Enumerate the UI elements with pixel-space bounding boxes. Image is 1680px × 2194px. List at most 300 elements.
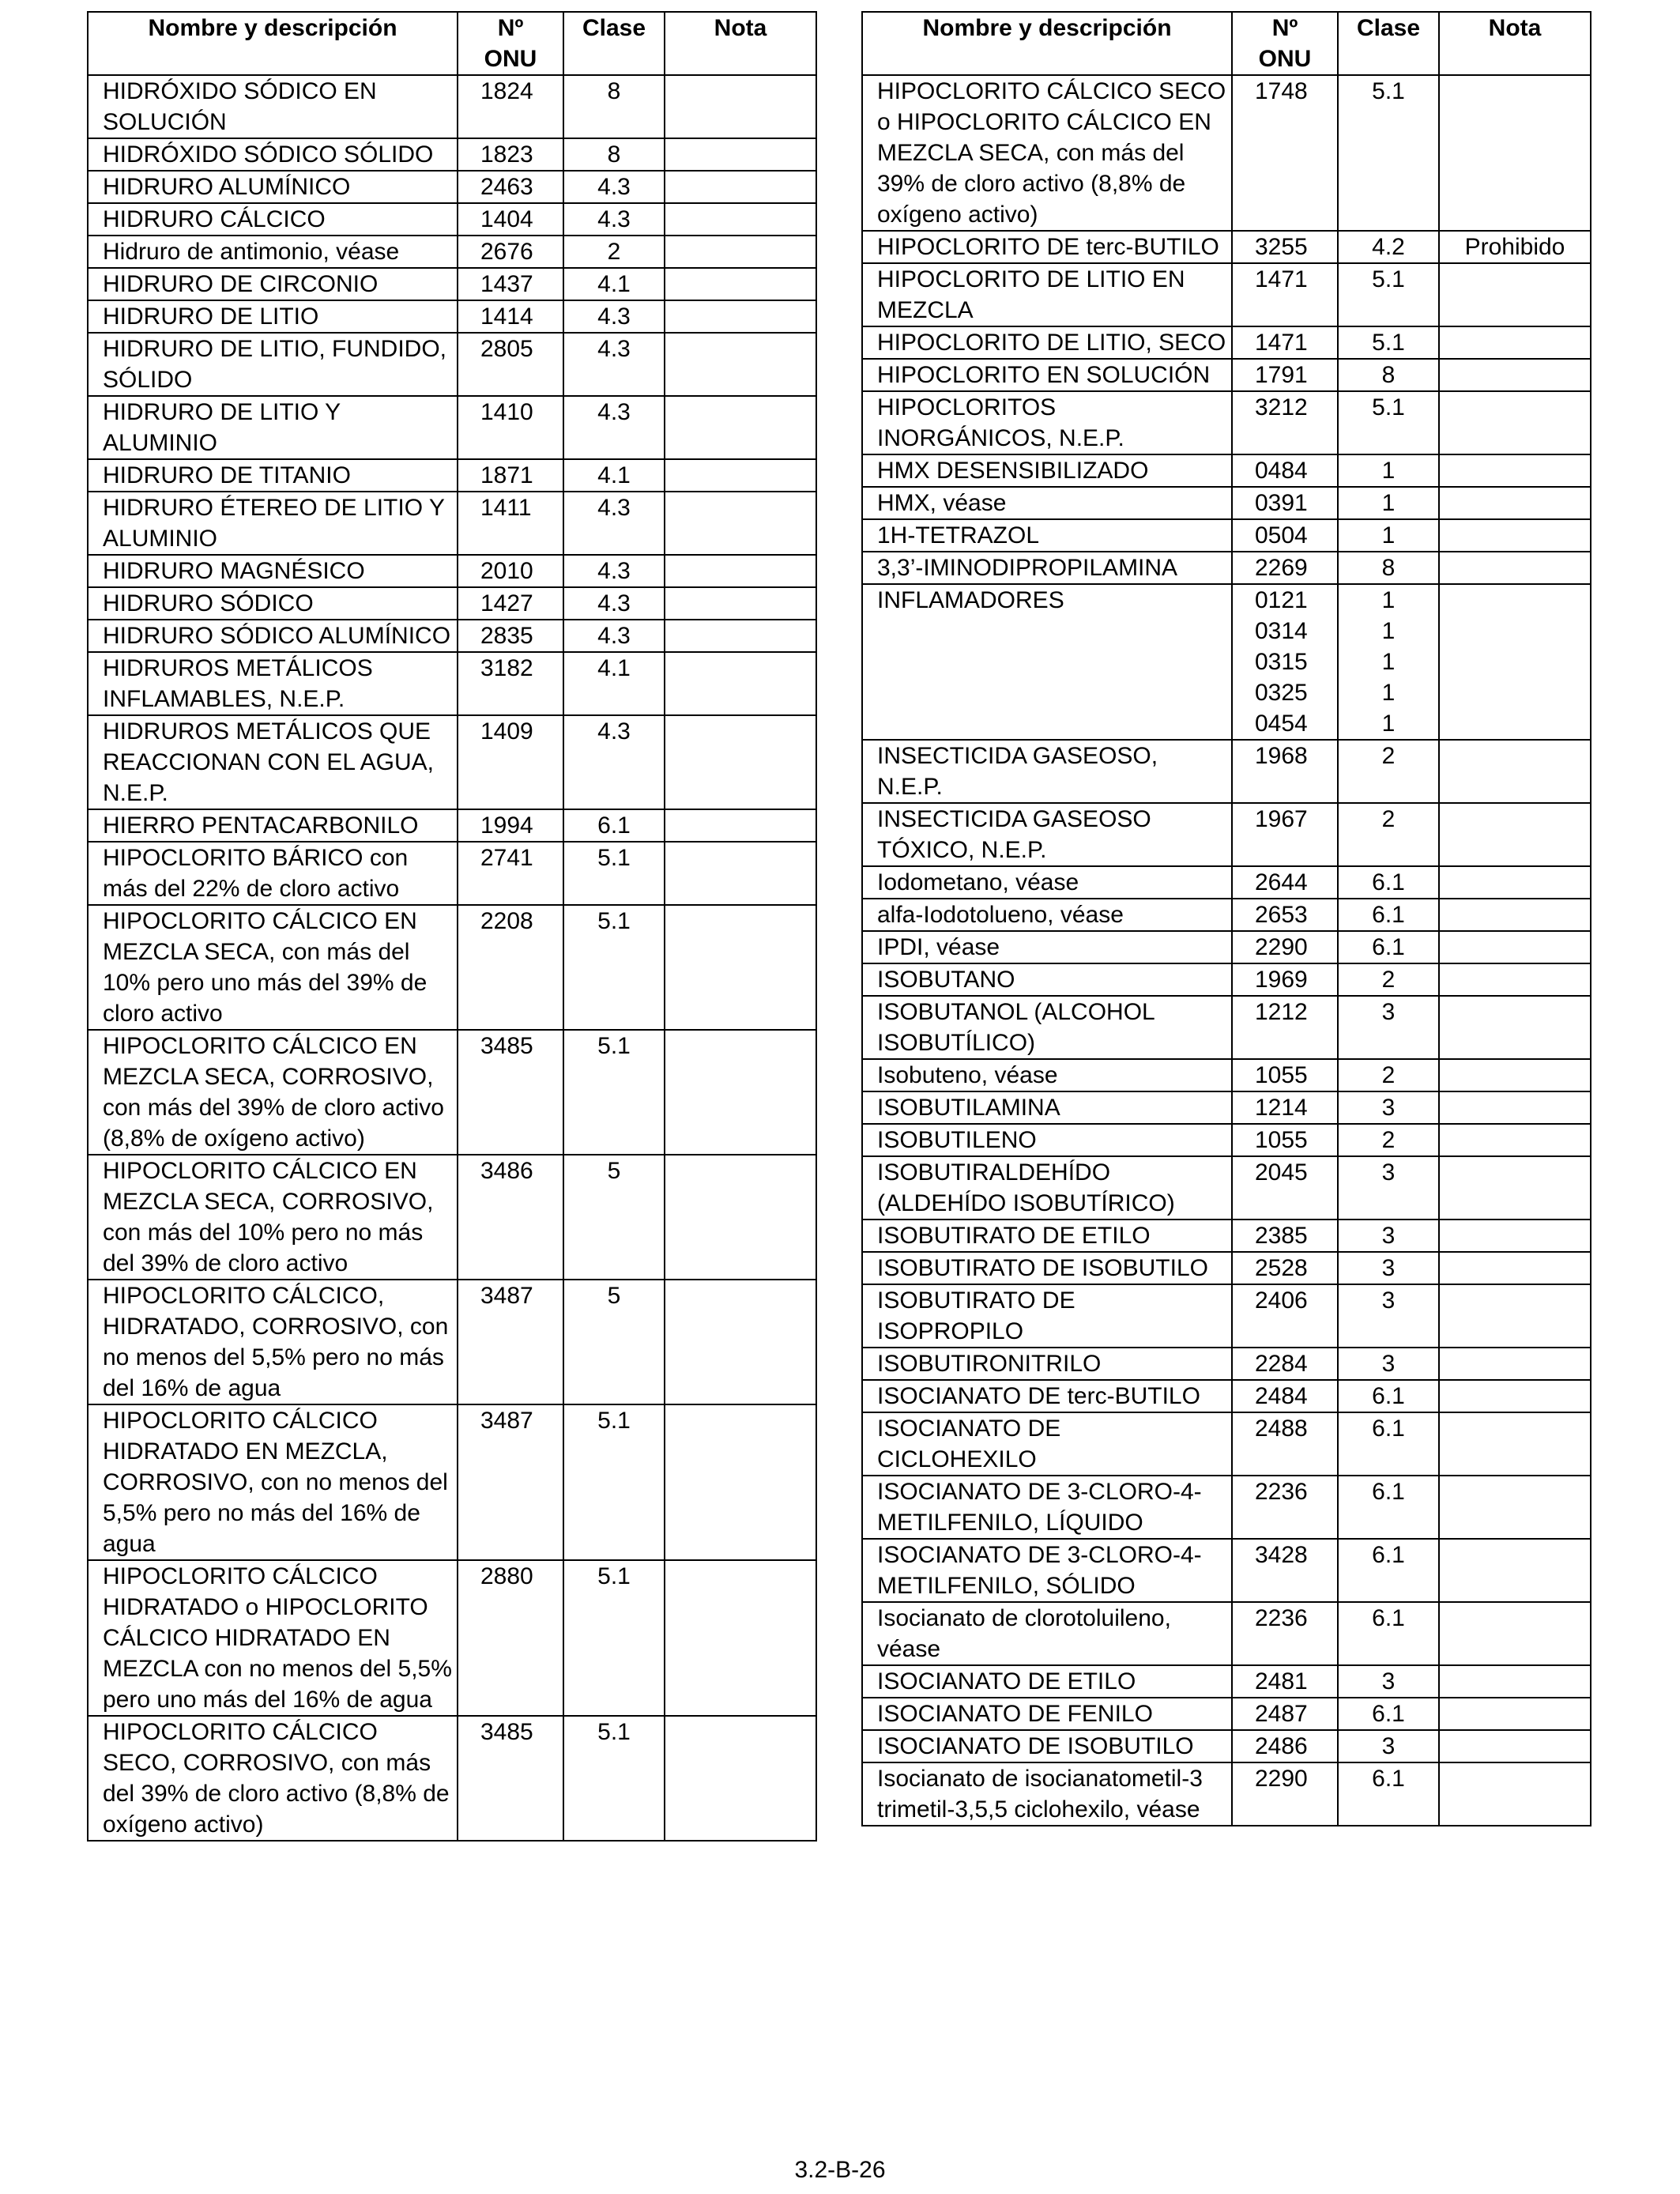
dangerous-goods-table-right (861, 11, 1591, 1826)
cell-un-number: 1968 (1232, 740, 1338, 803)
cell-name: HIPOCLORITO CÁLCICO EN MEZCLA SECA, con más del 10% pero uno más del 39% de cloro activo (88, 905, 458, 1030)
cell-class: 6.1 (1338, 1476, 1439, 1539)
cell-name: ISOCIANATO DE FENILO (862, 1698, 1232, 1730)
cell-class: 4.3 (563, 555, 665, 587)
cell-note (1439, 326, 1591, 359)
cell-un-number: 2236 (1232, 1602, 1338, 1665)
cell-un-number: 2644 (1232, 866, 1338, 899)
cell-name: HIDRÓXIDO SÓDICO SÓLIDO (88, 138, 458, 171)
cell-name: alfa-Iodotolueno, véase (862, 899, 1232, 931)
cell-note (665, 396, 816, 459)
table-header-row (862, 12, 1591, 75)
cell-name: ISOBUTIRALDEHÍDO (ALDEHÍDO ISOBUTÍRICO) (862, 1156, 1232, 1220)
cell-class: 2 (1338, 963, 1439, 996)
cell-un-number: 2269 (1232, 552, 1338, 584)
table-row (862, 1698, 1591, 1730)
cell-name: ISOBUTANO (862, 963, 1232, 996)
cell-class: 6.1 (1338, 899, 1439, 931)
table-row (862, 231, 1591, 263)
table-row (88, 459, 816, 492)
cell-class: 6.1 (1338, 1539, 1439, 1602)
cell-un-number: 0484 (1232, 454, 1338, 487)
cell-note (665, 268, 816, 300)
cell-note (665, 1404, 816, 1560)
cell-class: 8 (563, 138, 665, 171)
cell-note (665, 842, 816, 905)
cell-class: 3 (1338, 1156, 1439, 1220)
cell-name: Iodometano, véase (862, 866, 1232, 899)
cell-name: HIDRURO ÉTEREO DE LITIO Y ALUMINIO (88, 492, 458, 555)
table-row (88, 268, 816, 300)
cell-name: Isobuteno, véase (862, 1059, 1232, 1091)
cell-name: HIPOCLORITO CÁLCICO EN MEZCLA SECA, CORROSIVO, con más del 10% pero no más del 39% de cloro activo (88, 1155, 458, 1280)
cell-note (1439, 519, 1591, 552)
cell-name: HIPOCLORITO CÁLCICO EN MEZCLA SECA, CORROSIVO, con más del 39% de cloro activo (8,8% de oxígeno activo) (88, 1030, 458, 1155)
table-row (862, 1380, 1591, 1412)
cell-note (1439, 1762, 1591, 1826)
table-row (862, 1156, 1591, 1220)
cell-class: 5.1 (563, 905, 665, 1030)
header-name: Nombre y descripción (88, 12, 458, 75)
cell-class: 4.3 (563, 620, 665, 652)
cell-class: 5 (563, 1280, 665, 1404)
cell-class: 3 (1338, 1284, 1439, 1348)
cell-class: 5.1 (1338, 326, 1439, 359)
cell-un-number: 1404 (458, 203, 563, 236)
cell-un-number: 2653 (1232, 899, 1338, 931)
cell-name: ISOBUTIRONITRILO (862, 1348, 1232, 1380)
cell-un-number: 2284 (1232, 1348, 1338, 1380)
table-row (88, 1030, 816, 1155)
cell-note (665, 587, 816, 620)
cell-note (1439, 740, 1591, 803)
cell-class: 2 (1338, 803, 1439, 866)
cell-class: 6.1 (1338, 931, 1439, 963)
cell-class: 6.1 (1338, 1602, 1439, 1665)
cell-un-number: 2406 (1232, 1284, 1338, 1348)
cell-class: 1 (1338, 454, 1439, 487)
cell-class: 1 1 1 1 1 (1338, 584, 1439, 740)
cell-un-number: 1969 (1232, 963, 1338, 996)
table-row (862, 899, 1591, 931)
table-row (862, 996, 1591, 1059)
cell-un-number: 2236 (1232, 1476, 1338, 1539)
cell-note (1439, 1124, 1591, 1156)
cell-note (665, 203, 816, 236)
cell-un-number: 2488 (1232, 1412, 1338, 1476)
cell-name: HMX, véase (862, 487, 1232, 519)
table-row (88, 171, 816, 203)
table-row (862, 1059, 1591, 1091)
table-row (862, 1476, 1591, 1539)
table-row (88, 809, 816, 842)
cell-class: 2 (1338, 1124, 1439, 1156)
cell-un-number: 1437 (458, 268, 563, 300)
cell-un-number: 3487 (458, 1280, 563, 1404)
cell-note (1439, 1284, 1591, 1348)
cell-class: 1 (1338, 487, 1439, 519)
cell-un-number: 2880 (458, 1560, 563, 1716)
cell-class: 4.3 (563, 492, 665, 555)
cell-name: HIDRURO DE LITIO Y ALUMINIO (88, 396, 458, 459)
cell-un-number: 2487 (1232, 1698, 1338, 1730)
cell-name: ISOBUTILAMINA (862, 1091, 1232, 1124)
cell-un-number: 1471 (1232, 326, 1338, 359)
cell-note (665, 171, 816, 203)
table-row (862, 740, 1591, 803)
cell-name: ISOCIANATO DE 3-CLORO-4-METILFENILO, LÍQUIDO (862, 1476, 1232, 1539)
table-row (862, 552, 1591, 584)
cell-name: ISOCIANATO DE terc-BUTILO (862, 1380, 1232, 1412)
cell-note (665, 620, 816, 652)
cell-un-number: 2805 (458, 333, 563, 396)
cell-un-number: 0391 (1232, 487, 1338, 519)
table-row (88, 842, 816, 905)
cell-note (665, 652, 816, 715)
cell-note (1439, 454, 1591, 487)
cell-name: HIPOCLORITO CÁLCICO, HIDRATADO, CORROSIVO, con no menos del 5,5% pero no más del 16% de agua (88, 1280, 458, 1404)
cell-un-number: 0121 0314 0315 0325 0454 (1232, 584, 1338, 740)
cell-un-number: 1212 (1232, 996, 1338, 1059)
table-row (862, 1252, 1591, 1284)
cell-class: 2 (563, 236, 665, 268)
cell-name: HIPOCLORITO BÁRICO con más del 22% de cloro activo (88, 842, 458, 905)
cell-note (1439, 1252, 1591, 1284)
cell-class: 3 (1338, 1091, 1439, 1124)
cell-note (1439, 1698, 1591, 1730)
cell-class: 5.1 (563, 1030, 665, 1155)
cell-class: 4.3 (563, 715, 665, 809)
cell-name: 3,3’-IMINODIPROPILAMINA (862, 552, 1232, 584)
cell-class: 4.3 (563, 333, 665, 396)
cell-un-number: 2484 (1232, 1380, 1338, 1412)
cell-name: IPDI, véase (862, 931, 1232, 963)
cell-un-number: 3487 (458, 1404, 563, 1560)
table-row (862, 1665, 1591, 1698)
cell-class: 4.3 (563, 587, 665, 620)
table-row (862, 263, 1591, 326)
cell-note (1439, 1665, 1591, 1698)
dangerous-goods-table-left (87, 11, 817, 1842)
cell-class: 8 (563, 75, 665, 138)
cell-name: HIDRURO DE LITIO, FUNDIDO, SÓLIDO (88, 333, 458, 396)
cell-class: 6.1 (1338, 1412, 1439, 1476)
cell-class: 5.1 (563, 1404, 665, 1560)
cell-note (1439, 263, 1591, 326)
cell-class: 5 (563, 1155, 665, 1280)
cell-name: INSECTICIDA GASEOSO, N.E.P. (862, 740, 1232, 803)
table-row (862, 1348, 1591, 1380)
cell-class: 6.1 (563, 809, 665, 842)
table-row (862, 1412, 1591, 1476)
cell-class: 4.1 (563, 459, 665, 492)
header-note: Nota (665, 12, 816, 75)
cell-note (1439, 359, 1591, 391)
table-row (88, 75, 816, 138)
cell-note (1439, 1220, 1591, 1252)
cell-un-number: 2290 (1232, 931, 1338, 963)
cell-un-number: 2463 (458, 171, 563, 203)
cell-note (665, 1030, 816, 1155)
cell-name: HIDRURO SÓDICO ALUMÍNICO (88, 620, 458, 652)
cell-name: ISOBUTIRATO DE ETILO (862, 1220, 1232, 1252)
cell-name: ISOBUTANOL (ALCOHOL ISOBUTÍLICO) (862, 996, 1232, 1059)
cell-note (665, 236, 816, 268)
header-class: Clase (563, 12, 665, 75)
cell-un-number: 1414 (458, 300, 563, 333)
cell-name: ISOCIANATO DE CICLOHEXILO (862, 1412, 1232, 1476)
cell-un-number: 2528 (1232, 1252, 1338, 1284)
table-row (88, 138, 816, 171)
cell-class: 3 (1338, 1665, 1439, 1698)
cell-note (1439, 1412, 1591, 1476)
cell-un-number: 3486 (458, 1155, 563, 1280)
cell-name: HIPOCLORITO CÁLCICO SECO, CORROSIVO, con más del 39% de cloro activo (8,8% de oxígeno activo) (88, 1716, 458, 1841)
header-un-number: Nº ONU (458, 12, 563, 75)
cell-un-number: 2835 (458, 620, 563, 652)
cell-note (1439, 996, 1591, 1059)
cell-name: HIPOCLORITO CÁLCICO HIDRATADO o HIPOCLORITO CÁLCICO HIDRATADO EN MEZCLA con no menos del 5,5% pero uno más del 16% de agua (88, 1560, 458, 1716)
table-row (862, 1091, 1591, 1124)
table-row (862, 1730, 1591, 1762)
table-row (862, 584, 1591, 740)
cell-note (1439, 1156, 1591, 1220)
cell-name: HIPOCLORITO DE terc-BUTILO (862, 231, 1232, 263)
cell-note (665, 1560, 816, 1716)
cell-un-number: 2290 (1232, 1762, 1338, 1826)
cell-class: 6.1 (1338, 1762, 1439, 1826)
cell-un-number: 2486 (1232, 1730, 1338, 1762)
header-name: Nombre y descripción (862, 12, 1232, 75)
cell-note (665, 905, 816, 1030)
table-row (88, 1560, 816, 1716)
table-row (862, 1539, 1591, 1602)
cell-un-number: 1748 (1232, 75, 1338, 231)
cell-name: ISOCIANATO DE 3-CLORO-4-METILFENILO, SÓLIDO (862, 1539, 1232, 1602)
table-row (88, 652, 816, 715)
cell-class: 4.3 (563, 171, 665, 203)
table-row (88, 1280, 816, 1404)
table-row (862, 454, 1591, 487)
cell-name: ISOBUTIRATO DE ISOBUTILO (862, 1252, 1232, 1284)
cell-name: HIDRURO CÁLCICO (88, 203, 458, 236)
cell-name: HIDRUROS METÁLICOS QUE REACCIONAN CON EL AGUA, N.E.P. (88, 715, 458, 809)
cell-name: INSECTICIDA GASEOSO TÓXICO, N.E.P. (862, 803, 1232, 866)
cell-un-number: 2010 (458, 555, 563, 587)
cell-note (1439, 584, 1591, 740)
cell-un-number: 2741 (458, 842, 563, 905)
cell-class: 3 (1338, 1252, 1439, 1284)
cell-name: HIERRO PENTACARBONILO (88, 809, 458, 842)
header-class: Clase (1338, 12, 1439, 75)
header-un-number: Nº ONU (1232, 12, 1338, 75)
cell-class: 4.3 (563, 396, 665, 459)
table-row (88, 1404, 816, 1560)
cell-name: ISOCIANATO DE ISOBUTILO (862, 1730, 1232, 1762)
table-row (862, 803, 1591, 866)
cell-name: 1H-TETRAZOL (862, 519, 1232, 552)
table-row (88, 1155, 816, 1280)
cell-name: HIPOCLORITO CÁLCICO SECO o HIPOCLORITO CÁLCICO EN MEZCLA SECA, con más del 39% de cloro activo (8,8% de oxígeno activo) (862, 75, 1232, 231)
table-row (862, 326, 1591, 359)
cell-un-number: 1411 (458, 492, 563, 555)
cell-note: Prohibido (1439, 231, 1591, 263)
cell-name: HIDRURO DE TITANIO (88, 459, 458, 492)
cell-note (665, 715, 816, 809)
cell-name: Isocianato de clorotoluileno, véase (862, 1602, 1232, 1665)
table-row (88, 396, 816, 459)
cell-un-number: 1055 (1232, 1059, 1338, 1091)
cell-class: 5.1 (1338, 263, 1439, 326)
cell-note (1439, 1730, 1591, 1762)
cell-name: HIDRUROS METÁLICOS INFLAMABLES, N.E.P. (88, 652, 458, 715)
cell-class: 1 (1338, 519, 1439, 552)
cell-name: Isocianato de isocianatometil-3 trimetil-3,5,5 ciclohexilo, véase (862, 1762, 1232, 1826)
cell-class: 4.3 (563, 203, 665, 236)
table-row (862, 866, 1591, 899)
table-row (862, 75, 1591, 231)
header-note: Nota (1439, 12, 1591, 75)
cell-note (665, 1155, 816, 1280)
table-row (88, 555, 816, 587)
cell-class: 5.1 (563, 1560, 665, 1716)
cell-class: 2 (1338, 1059, 1439, 1091)
cell-class: 5.1 (563, 842, 665, 905)
cell-class: 5.1 (1338, 391, 1439, 454)
cell-note (1439, 1476, 1591, 1539)
cell-class: 3 (1338, 1730, 1439, 1762)
cell-note (665, 300, 816, 333)
table-row (88, 492, 816, 555)
cell-note (1439, 931, 1591, 963)
cell-un-number: 3485 (458, 1716, 563, 1841)
table-row (862, 487, 1591, 519)
cell-un-number: 1824 (458, 75, 563, 138)
table-row (88, 1716, 816, 1841)
cell-name: HIPOCLORITO EN SOLUCIÓN (862, 359, 1232, 391)
cell-un-number: 2385 (1232, 1220, 1338, 1252)
cell-un-number: 3485 (458, 1030, 563, 1155)
cell-class: 6.1 (1338, 866, 1439, 899)
cell-name: ISOBUTILENO (862, 1124, 1232, 1156)
cell-name: ISOBUTIRATO DE ISOPROPILO (862, 1284, 1232, 1348)
table-row (88, 300, 816, 333)
cell-note (1439, 1059, 1591, 1091)
cell-note (1439, 1539, 1591, 1602)
cell-class: 3 (1338, 996, 1439, 1059)
cell-class: 3 (1338, 1220, 1439, 1252)
cell-un-number: 2676 (458, 236, 563, 268)
table-row (862, 391, 1591, 454)
table-row (862, 1284, 1591, 1348)
table-row (862, 963, 1591, 996)
cell-name: HIDRURO DE LITIO (88, 300, 458, 333)
cell-name: INFLAMADORES (862, 584, 1232, 740)
cell-note (1439, 1348, 1591, 1380)
cell-un-number: 1409 (458, 715, 563, 809)
cell-name: HIPOCLORITO DE LITIO EN MEZCLA (862, 263, 1232, 326)
cell-class: 8 (1338, 359, 1439, 391)
cell-class: 3 (1338, 1348, 1439, 1380)
table-row (88, 236, 816, 268)
cell-note (665, 555, 816, 587)
cell-class: 4.2 (1338, 231, 1439, 263)
cell-class: 2 (1338, 740, 1439, 803)
cell-note (665, 809, 816, 842)
cell-name: HIDRÓXIDO SÓDICO EN SOLUCIÓN (88, 75, 458, 138)
table-row (88, 715, 816, 809)
cell-class: 5.1 (1338, 75, 1439, 231)
cell-un-number: 1055 (1232, 1124, 1338, 1156)
table-row (862, 359, 1591, 391)
cell-name: ISOCIANATO DE ETILO (862, 1665, 1232, 1698)
table-row (862, 1762, 1591, 1826)
cell-name: HIPOCLORITO DE LITIO, SECO (862, 326, 1232, 359)
table-body-right (862, 75, 1591, 1826)
table-row (862, 1124, 1591, 1156)
cell-note (1439, 552, 1591, 584)
cell-un-number: 1871 (458, 459, 563, 492)
cell-un-number: 1967 (1232, 803, 1338, 866)
cell-un-number: 3182 (458, 652, 563, 715)
cell-note (1439, 963, 1591, 996)
cell-un-number: 3212 (1232, 391, 1338, 454)
cell-un-number: 1823 (458, 138, 563, 171)
cell-note (1439, 391, 1591, 454)
table-row (862, 931, 1591, 963)
table-row (88, 905, 816, 1030)
table-row (88, 333, 816, 396)
cell-note (1439, 1380, 1591, 1412)
cell-un-number: 2045 (1232, 1156, 1338, 1220)
cell-name: HIDRURO ALUMÍNICO (88, 171, 458, 203)
cell-un-number: 1471 (1232, 263, 1338, 326)
table-body-left (88, 75, 816, 1841)
cell-class: 4.1 (563, 268, 665, 300)
cell-note (665, 1280, 816, 1404)
cell-name: HIPOCLORITO CÁLCICO HIDRATADO EN MEZCLA, CORROSIVO, con no menos del 5,5% pero no más del 16% de agua (88, 1404, 458, 1560)
cell-name: Hidruro de antimonio, véase (88, 236, 458, 268)
cell-note (665, 1716, 816, 1841)
cell-class: 8 (1338, 552, 1439, 584)
cell-note (1439, 1091, 1591, 1124)
cell-class: 4.1 (563, 652, 665, 715)
cell-un-number: 1214 (1232, 1091, 1338, 1124)
cell-class: 6.1 (1338, 1380, 1439, 1412)
cell-note (1439, 75, 1591, 231)
table-row (862, 519, 1591, 552)
cell-note (1439, 1602, 1591, 1665)
cell-note (665, 138, 816, 171)
cell-un-number: 1427 (458, 587, 563, 620)
cell-un-number: 3255 (1232, 231, 1338, 263)
cell-un-number: 3428 (1232, 1539, 1338, 1602)
cell-un-number: 1791 (1232, 359, 1338, 391)
cell-note (665, 333, 816, 396)
cell-note (1439, 866, 1591, 899)
cell-note (665, 459, 816, 492)
table-row (88, 203, 816, 236)
cell-note (1439, 487, 1591, 519)
cell-name: HIPOCLORITOS INORGÁNICOS, N.E.P. (862, 391, 1232, 454)
cell-name: HIDRURO DE CIRCONIO (88, 268, 458, 300)
cell-class: 6.1 (1338, 1698, 1439, 1730)
cell-name: HIDRURO SÓDICO (88, 587, 458, 620)
table-row (862, 1220, 1591, 1252)
cell-class: 5.1 (563, 1716, 665, 1841)
cell-note (1439, 899, 1591, 931)
cell-note (665, 492, 816, 555)
